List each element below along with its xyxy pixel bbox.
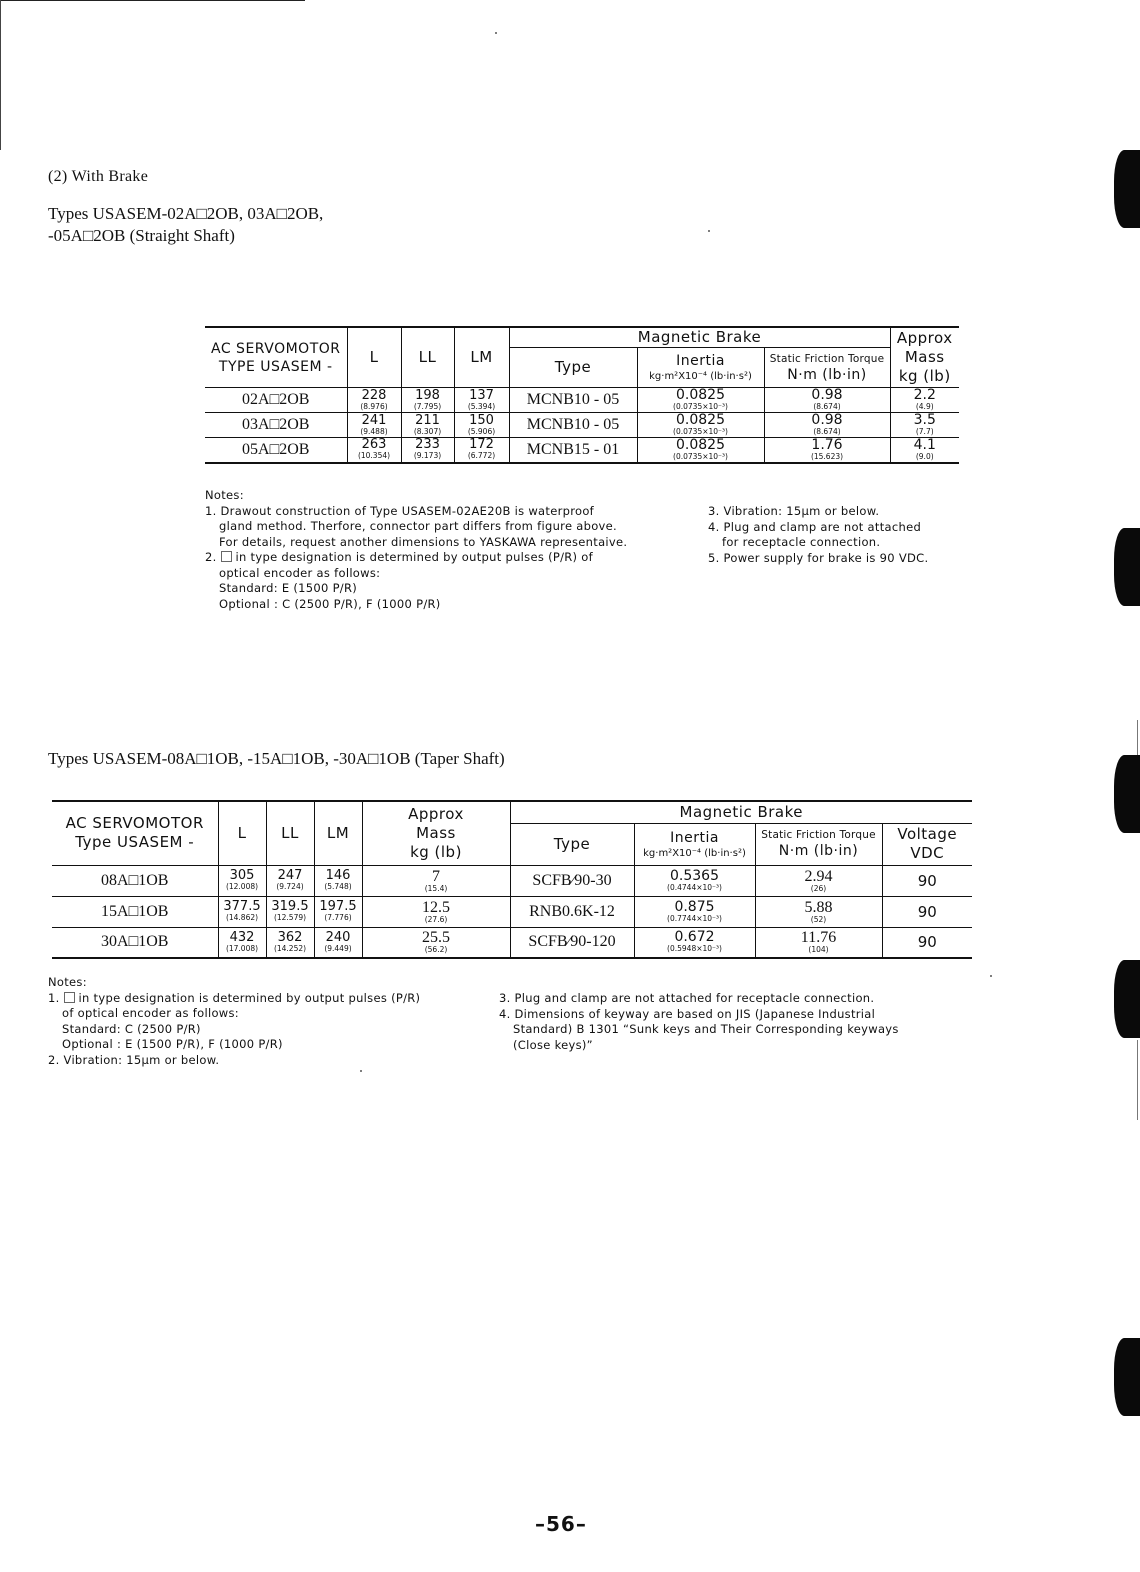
header-LL: LL — [266, 801, 314, 865]
cell-friction: 0.98 (8.674) — [764, 388, 890, 413]
note-2-line: optical encoder as follows: — [219, 565, 381, 580]
types-line-2: -05A□2OB (Straight Shaft) — [48, 226, 235, 245]
header-motor-type: AC SERVOMOTOR TYPE USASEM - — [205, 327, 347, 388]
note-1-line: gland method. Therfore, connector part differs from figure above. — [219, 519, 617, 533]
header-inertia: Inertia kg·m²X10⁻⁴ (lb·in·s²) — [634, 823, 755, 865]
notes-straight-right — [708, 504, 998, 566]
cell-voltage: 90 — [882, 927, 972, 958]
note-2: 2. Vibration: 15μm or below. — [48, 1052, 220, 1067]
cell-mass: 7 (15.4) — [362, 865, 510, 896]
note-1-line: For details, request another dimensions to YASKAWA representaive. — [219, 534, 628, 549]
section-title: (2) With Brake — [48, 168, 149, 185]
table-row — [52, 896, 972, 927]
cell-mass: 2.2 (4.9) — [890, 388, 959, 413]
scan-right-edge-line — [1137, 1040, 1138, 1120]
page-index-tab — [1114, 960, 1140, 1038]
note-3: 3. Plug and clamp are not attached for receptacle connection. — [499, 991, 875, 1005]
cell-LM: 197.5 (7.776) — [314, 896, 362, 927]
note-4-line: for receptacle connection. — [722, 535, 881, 549]
page-index-tab — [1114, 755, 1140, 833]
notes-heading: Notes: — [48, 975, 87, 989]
note-4-line: 4. Dimensions of keyway are based on JIS (Japanese Industrial — [499, 1006, 876, 1021]
cell-brake-type: RNB0.6K-12 — [510, 896, 634, 927]
cell-LL: 233 (9.173) — [401, 438, 454, 463]
header-friction-torque: Static Friction Torque N·m (lb·in) — [755, 823, 882, 865]
scan-top-edge-line — [0, 0, 305, 1]
cell-LL: 319.5 (12.579) — [266, 896, 314, 927]
cell-mass: 3.5 (7.7) — [890, 413, 959, 438]
table-row — [52, 927, 972, 958]
straight-shaft-table — [205, 326, 959, 464]
header-magnetic-brake: Magnetic Brake — [509, 327, 890, 348]
cell-L: 305 (12.008) — [218, 865, 266, 896]
note-5: 5. Power supply for brake is 90 VDC. — [708, 550, 929, 565]
cell-inertia: 0.5365 (0.4744×10⁻³) — [634, 865, 755, 896]
notes-straight — [205, 488, 695, 612]
cell-inertia: 0.0825 (0.0735×10⁻³) — [637, 438, 764, 463]
cell-friction: 11.76 (104) — [755, 927, 882, 958]
note-1-line: Standard: C (2500 P∕R) — [62, 1021, 201, 1036]
note-2-line: Standard: E (1500 P∕R) — [219, 581, 358, 595]
table-header-row — [205, 327, 959, 348]
cell-inertia: 0.0825 (0.0735×10⁻³) — [637, 388, 764, 413]
cell-LM: 240 (9.449) — [314, 927, 362, 958]
note-1-line: 1. in type designation is determined by output pulses (P∕R) — [48, 990, 421, 1005]
cell-model: 15A□1OB — [52, 896, 218, 927]
header-voltage: Voltage VDC — [882, 823, 972, 865]
notes-heading: Notes: — [205, 488, 244, 502]
header-L: L — [347, 327, 401, 388]
notes-taper — [48, 975, 498, 1068]
cell-brake-type: MCNB15 - 01 — [509, 438, 637, 463]
cell-L: 377.5 (14.862) — [218, 896, 266, 927]
cell-LL: 247 (9.724) — [266, 865, 314, 896]
cell-brake-type: MCNB10 - 05 — [509, 388, 637, 413]
cell-inertia: 0.672 (0.5948×10⁻³) — [634, 927, 755, 958]
cell-L: 241 (9.488) — [347, 413, 401, 438]
header-LM: LM — [314, 801, 362, 865]
cell-model: 30A□1OB — [52, 927, 218, 958]
types-heading-taper: Types USASEM-08A□1OB, -15A□1OB, -30A□1OB (Taper Shaft) — [48, 749, 505, 768]
cell-L: 263 (10.354) — [347, 438, 401, 463]
note-1-line: 1. Drawout construction of Type USASEM-02AE20B is waterproof — [205, 503, 595, 518]
note-3: 3. Vibration: 15μm or below. — [708, 504, 880, 518]
types-line-1: Types USASEM-02A□2OB, 03A□2OB, — [48, 204, 324, 223]
cell-friction: 2.94 (26) — [755, 865, 882, 896]
cell-LM: 146 (5.748) — [314, 865, 362, 896]
header-inertia: Inertia kg·m²X10⁻⁴ (lb·in·s²) — [637, 348, 764, 388]
header-LL: LL — [401, 327, 454, 388]
cell-friction: 1.76 (15.623) — [764, 438, 890, 463]
cell-voltage: 90 — [882, 896, 972, 927]
header-LM: LM — [454, 327, 509, 388]
cell-mass: 4.1 (9.0) — [890, 438, 959, 463]
table-row — [52, 865, 972, 896]
cell-inertia: 0.875 (0.7744×10⁻³) — [634, 896, 755, 927]
cell-brake-type: MCNB10 - 05 — [509, 413, 637, 438]
scan-left-edge-line — [0, 0, 1, 150]
table-row — [205, 438, 959, 463]
type-placeholder-box-icon — [221, 551, 232, 562]
cell-mass: 25.5 (56.2) — [362, 927, 510, 958]
cell-model: 05A□2OB — [205, 438, 347, 463]
cell-inertia: 0.0825 (0.0735×10⁻³) — [637, 413, 764, 438]
cell-LL: 362 (14.252) — [266, 927, 314, 958]
header-L: L — [218, 801, 266, 865]
note-1-line: of optical encoder as follows: — [62, 1006, 239, 1020]
page-index-tab — [1114, 1338, 1140, 1416]
cell-model: 02A□2OB — [205, 388, 347, 413]
cell-model: 03A□2OB — [205, 413, 347, 438]
table-header-row — [52, 801, 972, 823]
cell-brake-type: SCFB∕90-30 — [510, 865, 634, 896]
note-4-line: 4. Plug and clamp are not attached — [708, 519, 922, 534]
scan-speck — [990, 975, 992, 977]
header-motor-type: AC SERVOMOTOR Type USASEM - — [52, 801, 218, 865]
cell-brake-type: SCFB∕90-120 — [510, 927, 634, 958]
header-friction-torque: Static Friction Torque N·m (lb·in) — [764, 348, 890, 388]
header-brake-type: Type — [510, 823, 634, 865]
header-approx-mass: Approx Mass kg (lb) — [362, 801, 510, 865]
table-row — [205, 413, 959, 438]
cell-LM: 172 (6.772) — [454, 438, 509, 463]
cell-LM: 137 (5.394) — [454, 388, 509, 413]
cell-L: 228 (8.976) — [347, 388, 401, 413]
scan-speck — [495, 32, 497, 34]
cell-LL: 211 (8.307) — [401, 413, 454, 438]
page-index-tab — [1114, 528, 1140, 606]
page-number: –56– — [535, 1512, 587, 1536]
cell-LM: 150 (5.906) — [454, 413, 509, 438]
types-heading-straight — [48, 203, 323, 247]
cell-voltage: 90 — [882, 865, 972, 896]
cell-mass: 12.5 (27.6) — [362, 896, 510, 927]
notes-taper-right — [499, 991, 969, 1053]
scan-speck — [708, 230, 710, 232]
page-index-tab — [1114, 150, 1140, 228]
header-approx-mass: Approx Mass kg (lb) — [890, 327, 959, 388]
cell-friction: 0.98 (8.674) — [764, 413, 890, 438]
type-placeholder-box-icon — [64, 992, 75, 1003]
note-2-line: Optional : C (2500 P∕R), F (1000 P∕R) — [219, 596, 441, 611]
taper-shaft-table — [52, 800, 972, 959]
note-1-line: Optional : E (1500 P∕R), F (1000 P∕R) — [62, 1037, 283, 1051]
cell-L: 432 (17.008) — [218, 927, 266, 958]
note-4-line: Standard) B 1301 “Sunk keys and Their Corresponding keyways — [513, 1022, 899, 1036]
cell-model: 08A□1OB — [52, 865, 218, 896]
table-row — [205, 388, 959, 413]
note-2-line: 2. in type designation is determined by output pulses (P∕R) of — [205, 550, 593, 564]
header-brake-type: Type — [509, 348, 637, 388]
cell-friction: 5.88 (52) — [755, 896, 882, 927]
header-magnetic-brake: Magnetic Brake — [510, 801, 972, 823]
note-4-line: (Close keys)” — [513, 1037, 593, 1052]
cell-LL: 198 (7.795) — [401, 388, 454, 413]
scan-speck — [360, 1070, 362, 1072]
